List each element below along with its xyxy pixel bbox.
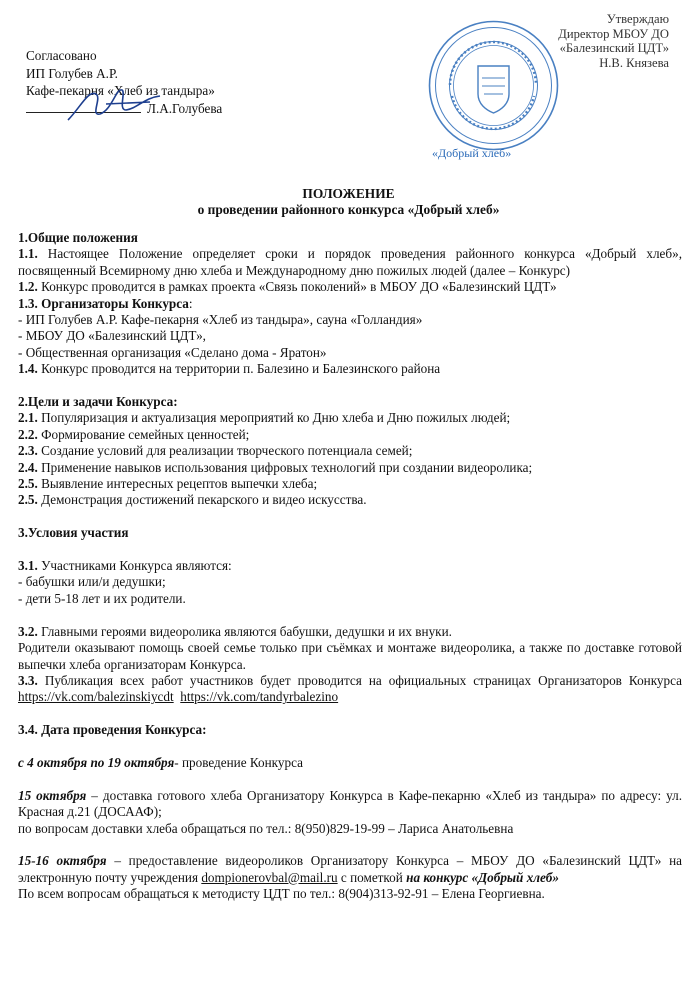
clause-colon: : [188, 295, 193, 311]
approval-right-line: Н.В. Князева [599, 55, 669, 70]
document-body [18, 230, 682, 903]
section-heading: 3.Условия участия [18, 525, 129, 541]
paragraph [18, 624, 682, 640]
approval-right-line: Директор МБОУ ДО [558, 26, 669, 41]
spacer [18, 509, 682, 525]
clause-text: Применение навыков использования цифровых технологий при создании видеоролика; [37, 459, 533, 475]
clause-number: 1.2. [18, 279, 38, 295]
paragraph [18, 246, 682, 279]
clause-text: Конкурс проводится в рамках проекта «Связь поколений» в МБОУ ДО «Балезинский ЦДТ» [37, 279, 557, 295]
date-item [18, 755, 682, 771]
spacer [18, 607, 682, 623]
title-subtitle: о проведении районного конкурса «Добрый хлеб» [197, 202, 500, 217]
goal-item [18, 410, 682, 426]
approval-left-line: ИП Голубев А.Р. [26, 65, 118, 81]
organizer-item: - Общественная организация «Сделано дома - Яратон» [18, 344, 327, 360]
goal-item [18, 492, 682, 508]
participant-item: - бабушки или/и дедушки; [18, 574, 166, 590]
clause-number: 2.3. [18, 443, 38, 459]
spacer [18, 837, 682, 853]
date-description: – предоставление видеороликов Организатору Конкурса – МБОУ ДО «Балезинский ЦДТ» на электронную почту учреждения [18, 853, 682, 885]
organizer-item: - МБОУ ДО «Балезинский ЦДТ», [18, 328, 206, 344]
clause-text: Создание условий для реализации творческого потенциала семей; [37, 443, 413, 459]
goal-item [18, 443, 682, 459]
official-stamp [426, 18, 561, 153]
paragraph [18, 279, 682, 295]
clause-text: Настоящее Положение определяет сроки и порядок проведения районного конкурса «Добрый хлеб», посвященный Всемирному дню хлеба и Международному дню пожилых людей (далее – Конкурс) [18, 246, 682, 278]
vk-link-cdt[interactable]: https://vk.com/balezinskiycdt [18, 689, 174, 705]
spacer [18, 378, 682, 394]
clause-text: Главными героями видеоролика являются бабушки, дедушки и их внуки. [37, 623, 452, 639]
email-subject-note: на конкурс «Добрый хлеб» [406, 869, 559, 885]
vk-link-tandyr[interactable]: https://vk.com/tandyrbalezino [180, 689, 339, 705]
clause-heading: 3.4. Дата проведения Конкурса: [18, 722, 207, 738]
contact-line: По всем вопросам обращаться к методисту ЦДТ по тел.: 8(904)313-92-91 – Елена Георгиевна. [18, 886, 545, 902]
paragraph-continuation: Родители оказывают помощь своей семье только при съёмках и монтаже видеоролика, а также по доставке готовой выпечки хлеба организаторам Конкурса. [18, 640, 682, 672]
section-heading: 1.Общие положения [18, 230, 138, 245]
clause-number: 2.2. [18, 426, 38, 442]
date-range: 15-16 октября [18, 853, 107, 869]
clause-text: Демонстрация достижений пекарского и видео искусства. [37, 492, 367, 508]
clause-number: 1.1. [18, 246, 38, 262]
clause-number: 1.4. [18, 361, 38, 377]
clause-text: Формирование семейных ценностей; [37, 426, 250, 442]
date-description: – доставка готового хлеба Организатору Конкурса в Кафе-пекарню «Хлеб из тандыра» по адресу: ул. Красная д.21 (ДОСААФ); [18, 787, 682, 820]
date-item [18, 788, 682, 821]
paragraph [18, 296, 682, 312]
document-title [0, 186, 697, 218]
spacer [18, 771, 682, 787]
clause-text: Популяризация и актуализация мероприятий ко Дню хлеба и Дню пожилых людей; [37, 410, 511, 426]
approval-left-line: Согласовано [26, 48, 97, 63]
clause-number: 2.5. [18, 476, 38, 492]
participant-item: - дети 5-18 лет и их родители. [18, 590, 186, 606]
approval-right-line: «Балезинский ЦДТ» [559, 41, 669, 55]
date-description: - проведение Конкурса [174, 754, 303, 770]
date-item [18, 853, 682, 886]
clause-heading: 1.3. Организаторы Конкурса [18, 295, 189, 311]
clause-text: Публикация всех работ участников будет проводится на официальных страницах Организаторов Конкурса [37, 672, 682, 688]
title-line: ПОЛОЖЕНИЕ [302, 186, 395, 201]
signature-name: Л.А.Голубева [147, 100, 223, 116]
date-range: с 4 октября по 19 октября [18, 754, 175, 770]
clause-number: 3.3. [18, 672, 38, 688]
clause-number: 2.4. [18, 459, 38, 475]
approval-left-line: Кафе-пекарня «Хлеб из тандыра» [26, 83, 215, 98]
spacer [18, 542, 682, 558]
handwritten-signature [60, 80, 170, 128]
clause-number: 3.1. [18, 558, 38, 574]
contact-line: по вопросам доставки хлеба обращаться по тел.: 8(950)829-19-99 – Лариса Анатольевна [18, 820, 514, 836]
stamp-caption: «Добрый хлеб» [432, 146, 512, 160]
section-heading: 2.Цели и задачи Конкурса: [18, 394, 178, 410]
goal-item [18, 427, 682, 443]
approval-right-line: Утверждаю [606, 12, 669, 26]
clause-number: 2.5. [18, 492, 38, 508]
clause-text: Выявление интересных рецептов выпечки хлеба; [37, 476, 318, 492]
date-description: с пометкой [337, 869, 407, 885]
spacer [18, 739, 682, 755]
goal-item [18, 476, 682, 492]
clause-number: 3.2. [18, 623, 38, 639]
organizer-item: - ИП Голубев А.Р. Кафе-пекарня «Хлеб из тандыра», сауна «Голландия» [18, 312, 423, 328]
clause-text: Конкурс проводится на территории п. Балезино и Балезинского района [37, 361, 441, 377]
spacer [18, 706, 682, 722]
email-link[interactable]: dompionerovbal@mail.ru [201, 869, 338, 885]
goal-item [18, 460, 682, 476]
paragraph [18, 673, 682, 706]
clause-text: Участниками Конкурса являются: [37, 558, 232, 574]
clause-number: 2.1. [18, 410, 38, 426]
date-range: 15 октября [18, 787, 87, 803]
paragraph [18, 558, 682, 574]
paragraph [18, 361, 682, 377]
approval-right-block [558, 12, 669, 70]
